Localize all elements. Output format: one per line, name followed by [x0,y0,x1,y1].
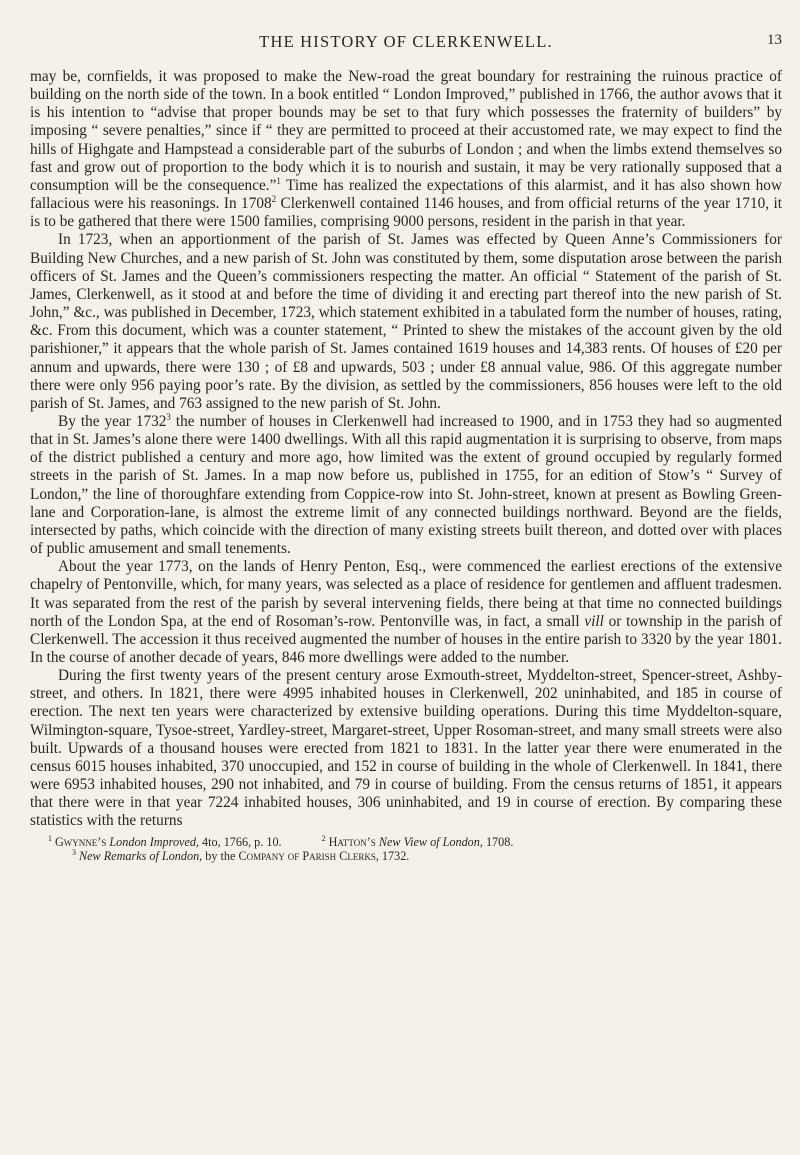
footnote-year: 1732. [381,849,410,864]
text-run: or township in the parish of Clerkenwell. The accession it thus received augmented the number of houses in the entire parish to 3320 by the year 1801. In the course of another decade of years, 846 more dwellings were added to the number. [30,612,782,666]
footnote-author: Hatton’s [328,834,376,849]
footnote-author: Gwynne’s [55,834,107,849]
text-run: By the year 1732 [58,412,167,430]
page-number: 13 [767,32,782,48]
running-title: THE HISTORY OF CLERKENWELL. [259,32,553,51]
footnote-ref-3: 3 [166,411,171,422]
body-text [30,68,782,831]
paragraph-1 [30,68,782,231]
text-run: In 1723, when an apportionment of the parish of St. James was effected by Queen Anne’s Commissioners for Building New Churches, and a new parish of St. John was constituted by them, some disputation arose between the parish officers of St. James and the Queen’s commissioners respecting the matter. An official “ Statement of the parish of St. James, Clerkenwell, as it stood at and before the time of dividing it and erecting part thereof into the new parish of St. John,” &c., was published in December, 1723, which statement exhibited in a tabulated form the number of houses, rating, &c. From this document, which was a counter statement, “ Printed to shew the mistakes of the account given by the old parishioner,” it appears that the whole parish of St. James contained 1619 houses and 14,383 rents. Of houses of £20 per annum and upwards, there were 130 ; of £8 and upwards, 503 ; under £8 annual value, 986. Of this aggregate number there were only 956 paying poor’s rate. By the division, as settled by the commissioners, 856 houses were left to the old parish of St. James, and 763 assigned to the new parish of St. John. [30,231,782,412]
footnote-2 [322,835,514,850]
text-run: Time has realized the expectations of this alarmist, and it has also shown how fallacious were his reasonings. In 1708 [30,176,782,213]
running-head [30,32,782,58]
italic-text: vill [584,612,604,630]
footnote-1 [48,835,282,850]
footnote-ref-2: 2 [271,194,277,204]
footnote-title: New View of London, [378,834,483,849]
footnote-3 [30,849,782,864]
footnote-mark: 2 [321,833,326,843]
footnote-mark: 1 [48,833,52,843]
text-run: the number of houses in Clerkenwell had increased to 1900, and in 1753 they had so augmented that in St. James’s alone there were 1400 dwellings. With all this rapid augmentation it is surprising to observe, from maps of the district published a century and more ago, how limited was the extent of ground occupied by regularly formed streets in the parish of St. James. In a map now before us, published in 1755, for an edition of Stow’s “ Survey of London,” the line of thoroughfare extending from Coppice-row into St. John-street, known at present as Bowling Green-lane and Corporation-lane, is almost the extreme limit of any connected buildings northward. Beyond are the fields, intersected by paths, which coincide with the direction of many existing streets built thereon, and dotted over with places of public amusement and small tenements. [30,412,782,558]
paragraph-2 [30,231,782,413]
footnote-ref-1: 1 [276,175,281,186]
book-page [30,32,782,1142]
footnote-title: London Improved, [109,834,199,849]
paragraph-3 [30,413,782,558]
footnote-publisher: Company of Parish Clerks, [238,849,379,864]
footnote-text: 4to, 1766, p. 10. [202,834,282,849]
paragraph-5 [30,667,782,830]
text-run: may be, cornfields, it was proposed to make the New-road the great boundary for restraining the ruinous practice of building on the north side of the town. In a book entitled “ London Improved,” published in 1766, the author avows that it is his intention to “advise that proper bounds may be set to that fury which possesses the fraternity of builders” by imposing “ severe penalties,” since if “ they are permitted to proceed at their accustomed rate, we may expect to find the hills of Highgate and Hampstead a considerable part of the suburbs of London ; and when the limbs extend themselves so fast and grow out of proportion to the body which it is to nourish and sustain, it may be very rationally supposed that a consumption will be the consequence.” [30,68,782,194]
footnote-text: 1708. [485,834,514,849]
text-run: Clerkenwell contained 1146 houses, and from official returns of the year 1710, it is to be gathered that there were 1500 families, comprising 9000 persons, resident in the parish in that year. [30,195,782,231]
footnotes [30,835,782,864]
text-run: During the first twenty years of the present century arose Exmouth-street, Myddelton-street, Spencer-street, Ashby-street, and others. In 1821, there were 4995 inhabited houses in Clerkenwell, 202 uninhabited, and 185 in course of erection. The next ten years were characterized by extensive building operations. During this time Myddelton-square, Wilmington-square, Tysoe-street, Yardley-street, Margaret-street, Upper Rosoman-street, and many small streets were also built. Upwards of a thousand houses were erected from 1821 to 1831. In the latter year there were enumerated in the census 6015 houses inhabited, 370 unoccupied, and 152 in course of building in the whole of Clerkenwell. In 1841, there were 6953 inhabited houses, 290 not inhabited, and 79 in course of building. From the census returns of 1851, it appears that there were in that year 7224 inhabited houses, 306 uninhabited, and 19 in course of erection. By comparing these statistics with the returns [30,667,782,830]
footnote-row [30,835,782,850]
footnote-mark: 3 [72,848,76,857]
paragraph-4 [30,558,782,667]
text-run: About the year 1773, on the lands of Henry Penton, Esq., were commenced the earliest erections of the extensive chapelry of Pentonville, which, for many years, was selected as a place of residence for gentlemen and affluent tradesmen. It was separated from the rest of the parish by several intervening fields, there being at that time no connected buildings north of the London Spa, at the end of Rosoman’s-row. Pentonville was, in fact, a small [30,558,782,630]
footnote-title: New Remarks of London, [79,849,203,864]
footnote-text: by the [205,849,236,864]
